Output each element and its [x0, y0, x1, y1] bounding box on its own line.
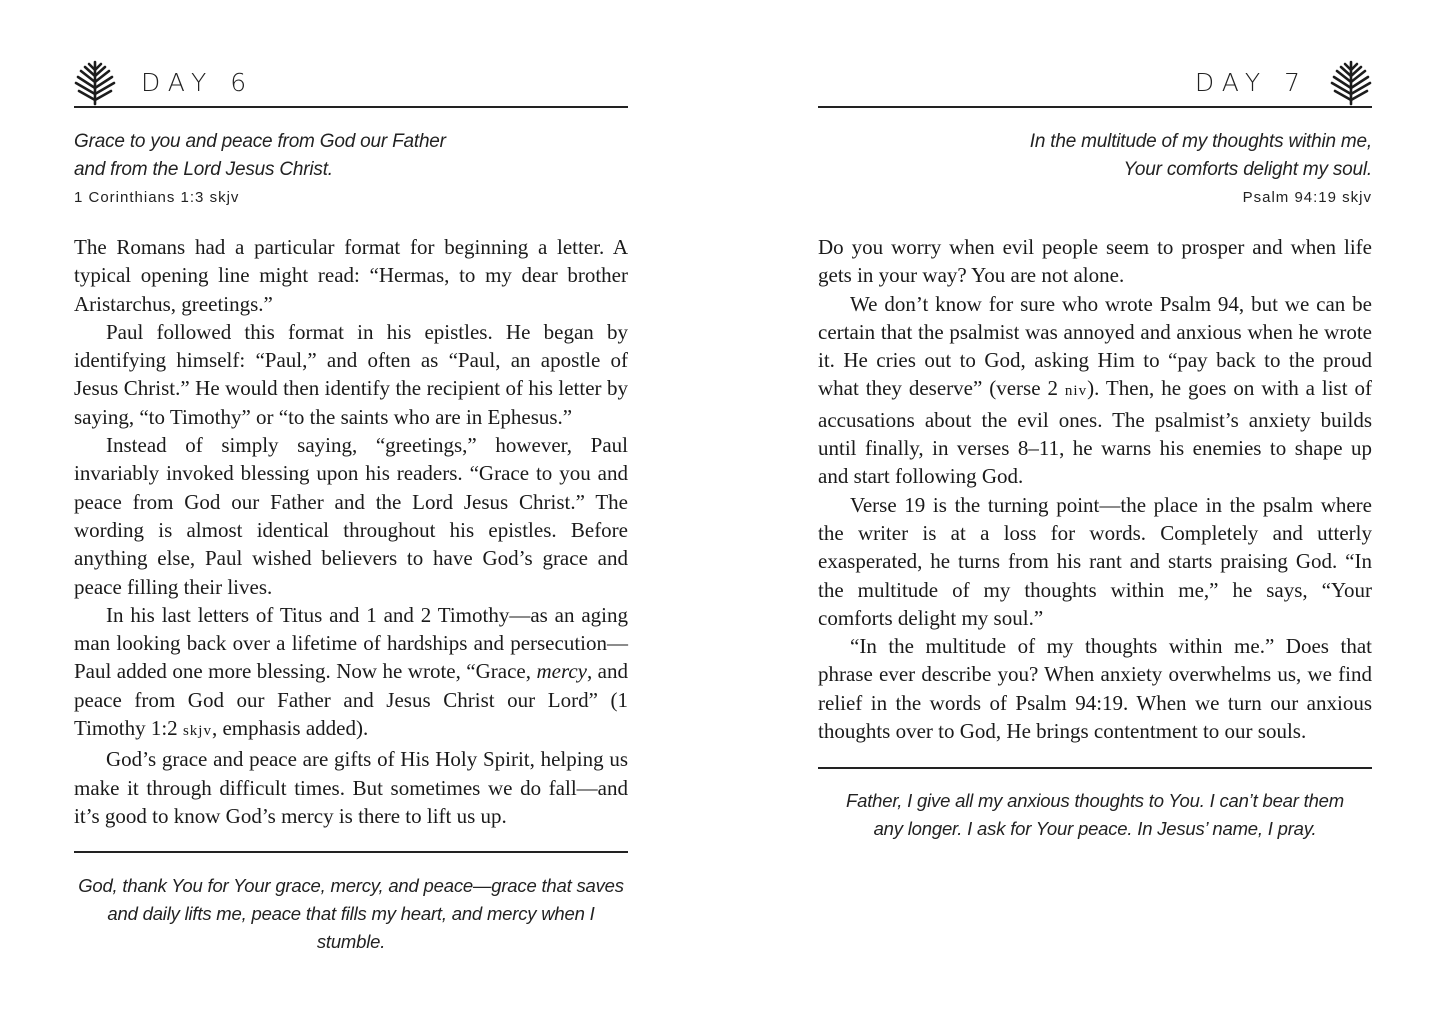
prayer-line: Father, I give all my anxious thoughts to You. I can’t bear them [846, 790, 1344, 811]
divider [818, 767, 1372, 769]
prayer [74, 872, 628, 956]
text-run: ). Then, he goes on with a list of accusations about the evil ones. The psalmist’s anxiety builds until finally, in verses 8–11, he warns his enemies to shape up and start following God. [818, 376, 1372, 489]
prayer [818, 787, 1372, 843]
prayer-line: God, thank You for Your grace, mercy, and peace—grace that saves [78, 875, 624, 896]
small-caps-text: niv [1064, 383, 1088, 400]
verse-line: In the multitude of my thoughts within me, [1029, 131, 1372, 152]
paragraph: The Romans had a particular format for beginning a letter. A typical opening line might read: “Hermas, to my dear brother Aristarchus, greetings.” [74, 235, 628, 316]
divider [74, 851, 628, 853]
verse-line: Your comforts delight my soul. [1123, 159, 1372, 180]
day-header [818, 58, 1372, 108]
scripture-verse [74, 128, 628, 211]
devotional-body [74, 233, 628, 830]
emphasis-text: mercy [536, 659, 587, 684]
scripture-verse [818, 128, 1372, 211]
prayer-line: and daily lifts me, peace that fills my heart, and mercy when I stumble. [107, 903, 595, 952]
verse-line: and from the Lord Jesus Christ. [74, 159, 333, 180]
day-title: DAY 7 [1194, 68, 1308, 97]
text-run: , and peace from God our Father and Jesus Christ our Lord” (1 Timothy 1:2 [74, 659, 629, 741]
text-run: , emphasis added). [211, 716, 369, 741]
paragraph: “In the multitude of my thoughts within me.” Does that phrase ever describe you? When anxiety overwhelms us, we find relief in the words of Psalm 94:19. When we turn our anxious thoughts over to God, He brings contentment to our souls. [818, 634, 1372, 744]
paragraph: Instead of simply saying, “greetings,” however, Paul invariably invoked blessing upon his readers. “Grace to you and peace from God our Father and the Lord Jesus Christ.” The wording is almost identical throughout his epistles. Before anything else, Paul wished believers to have God’s grace and peace filling their lives. [74, 433, 628, 599]
day-title: DAY 6 [141, 68, 255, 97]
day-header [74, 58, 628, 108]
verse-reference: Psalm 94:19 skjv [1242, 189, 1372, 206]
small-caps-text: skjv [182, 723, 212, 740]
paragraph: Do you worry when evil people seem to prosper and when life gets in your way? You are not alone. [818, 235, 1372, 288]
paragraph [818, 290, 1372, 491]
paragraph: Verse 19 is the turning point—the place in the psalm where the writer is at a loss for words. Completely and utterly exasperated, he turns from his rant and starts praising God. “In the multitude of my thoughts within me,” he says, “Your comforts delight my soul.” [818, 492, 1372, 630]
prayer-line: any longer. I ask for Your peace. In Jesus’ name, I pray. [873, 818, 1317, 839]
text-run: In his last letters of Titus and 1 and 2 Timothy—as an aging man looking back over a lifetime of hardships and persecution—Paul added one more blessing. Now he wrote, “Grace, [74, 602, 628, 684]
paragraph: God’s grace and peace are gifts of His Holy Spirit, helping us make it through difficult times. But sometimes we do fall—and it’s good to know God’s mercy is there to lift us up. [74, 747, 628, 828]
paragraph [74, 601, 628, 745]
paragraph: Paul followed this format in his epistles. He began by identifying himself: “Paul,” and often as “Paul, an apostle of Jesus Christ.” He would then identify the recipient of his letter by saying, “to Timothy” or “to the saints who are in Ephesus.” [74, 319, 628, 429]
palm-leaf-icon [1330, 60, 1372, 106]
verse-line: Grace to you and peace from God our Father [74, 131, 446, 152]
text-run: We don’t know for sure who wrote Psalm 94, but we can be certain that the psalmist was annoyed and anxious when he wrote it. He cries out to God, asking Him to “pay back to the proud what they deserve” (verse 2 [818, 291, 1372, 401]
verse-reference: 1 Corinthians 1:3 skjv [74, 189, 240, 206]
devotional-body [818, 233, 1372, 745]
palm-leaf-icon [74, 60, 116, 106]
